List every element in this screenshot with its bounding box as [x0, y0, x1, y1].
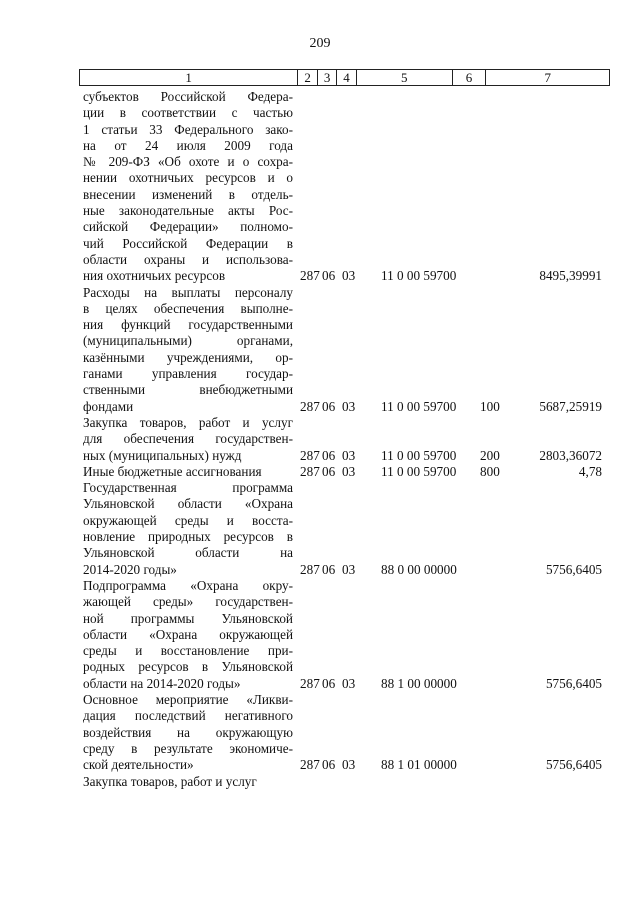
cell-c5: 11 0 00 59700 [381, 447, 457, 463]
cell-c4: 03 [342, 463, 356, 479]
header-col-6: 6 [453, 70, 487, 85]
row-description [83, 89, 293, 285]
description-line: для обеспечения государствен- [83, 431, 293, 447]
description-line: ственными внебюджетными [83, 382, 293, 398]
description-line: ных (муниципальных) нужд [83, 447, 242, 463]
description-line: новление природных ресурсов в [83, 529, 293, 545]
description-line: № 209-ФЗ «Об охоте и о сохра- [83, 154, 293, 170]
description-line: среду в результате экономиче- [83, 740, 293, 756]
description-line: Государственная программа [83, 480, 293, 496]
description-line: ции в соответствии с частью [83, 105, 293, 121]
description-line: Расходы на выплаты персоналу [83, 284, 293, 300]
description-line: ганами управления государ- [83, 366, 293, 382]
cell-c6: 200 [480, 447, 500, 463]
description-line: области охраны и использова- [83, 251, 293, 267]
description-line: Ульяновской области на [83, 545, 293, 561]
description-line: дация последствий негативного [83, 708, 293, 724]
row-description [83, 692, 293, 773]
header-col-1: 1 [80, 70, 298, 85]
description-line: Подпрограмма «Охрана окру- [83, 578, 293, 593]
description-line: окружающей среды и восста- [83, 512, 293, 528]
row-description [83, 415, 293, 464]
description-line: чий Российской Федерации в [83, 235, 293, 251]
row-description [83, 480, 293, 578]
row-description [83, 285, 293, 415]
description-line: субъектов Российской Федера- [83, 89, 293, 104]
description-line: внесении изменений в отдель- [83, 186, 293, 202]
cell-c3: 06 [322, 268, 336, 284]
cell-c5: 11 0 00 59700 [381, 398, 457, 414]
row-description [83, 774, 293, 790]
cell-c7: 4,78 [578, 463, 602, 479]
cell-c5: 88 1 01 00000 [381, 757, 457, 773]
description-line: 1 статьи 33 Федерального зако- [83, 121, 293, 137]
header-col-4: 4 [337, 70, 357, 85]
cell-c7: 5756,6405 [545, 757, 602, 773]
cell-c4: 03 [342, 675, 356, 691]
cell-c3: 06 [322, 757, 336, 773]
cell-c3: 06 [322, 675, 336, 691]
cell-c5: 88 1 00 00000 [381, 675, 457, 691]
description-line: родных ресурсов в Ульяновской [83, 659, 293, 675]
cell-c3: 06 [322, 561, 336, 577]
cell-c2: 287 [300, 561, 320, 577]
description-line: нении охотничьих ресурсов и о [83, 170, 293, 186]
description-line: сийской Федерации» полномо- [83, 219, 293, 235]
cell-c4: 03 [342, 561, 356, 577]
header-col-7: 7 [544, 70, 551, 85]
description-line: ные законодательные акты Рос- [83, 203, 293, 219]
description-line: ской деятельности» [83, 757, 194, 773]
description-line: воздействия на окружающую [83, 724, 293, 740]
header-col-2: 2 [298, 70, 318, 85]
description-line: области на 2014-2020 годы» [83, 675, 241, 691]
cell-c4: 03 [342, 757, 356, 773]
cell-c6: 800 [480, 463, 500, 479]
description-line: Основное мероприятие «Ликви- [83, 692, 293, 708]
page-number: 209 [309, 36, 331, 51]
cell-c3: 06 [322, 463, 336, 479]
description-line: среды и восстановление при- [83, 643, 293, 659]
description-line: на от 24 июля 2009 года [83, 137, 293, 153]
cell-c7: 5756,6405 [545, 561, 602, 577]
description-line: Ульяновской области «Охрана [83, 496, 293, 512]
description-line: Закупка товаров, работ и услуг [83, 773, 257, 789]
description-line: фондами [83, 398, 134, 414]
description-line: Закупка товаров, работ и услуг [83, 415, 293, 430]
cell-c7: 8495,39991 [539, 268, 602, 284]
header-col-3: 3 [318, 70, 337, 85]
row-description [83, 464, 293, 480]
cell-c2: 287 [300, 447, 320, 463]
description-line: ния охотничьих ресурсов [83, 268, 226, 284]
table-header [79, 69, 610, 86]
cell-c4: 03 [342, 268, 356, 284]
cell-c2: 287 [300, 268, 320, 284]
description-line: (муниципальными) органами, [83, 333, 293, 349]
cell-c5: 11 0 00 59700 [381, 463, 457, 479]
cell-c4: 03 [342, 398, 356, 414]
cell-c2: 287 [300, 675, 320, 691]
description-line: Иные бюджетные ассигнования [83, 463, 262, 479]
description-line: в целях обеспечения выполне- [83, 300, 293, 316]
cell-c7: 2803,36072 [539, 447, 602, 463]
cell-c5: 11 0 00 59700 [381, 268, 457, 284]
header-col-5: 5 [357, 70, 453, 85]
description-line: 2014-2020 годы» [83, 561, 177, 577]
cell-c2: 287 [300, 463, 320, 479]
row-description [83, 578, 293, 692]
cell-c4: 03 [342, 447, 356, 463]
cell-c2: 287 [300, 398, 320, 414]
cell-c7: 5687,25919 [539, 398, 602, 414]
description-line: ния функций государственными [83, 317, 293, 333]
description-line: области «Охрана окружающей [83, 626, 293, 642]
cell-c3: 06 [322, 398, 336, 414]
cell-c7: 5756,6405 [545, 675, 602, 691]
cell-c3: 06 [322, 447, 336, 463]
description-line: жающей среды» государствен- [83, 594, 293, 610]
cell-c6: 100 [480, 398, 500, 414]
cell-c5: 88 0 00 00000 [381, 561, 457, 577]
description-line: казёнными учреждениями, ор- [83, 349, 293, 365]
cell-c2: 287 [300, 757, 320, 773]
description-line: ной программы Ульяновской [83, 610, 293, 626]
